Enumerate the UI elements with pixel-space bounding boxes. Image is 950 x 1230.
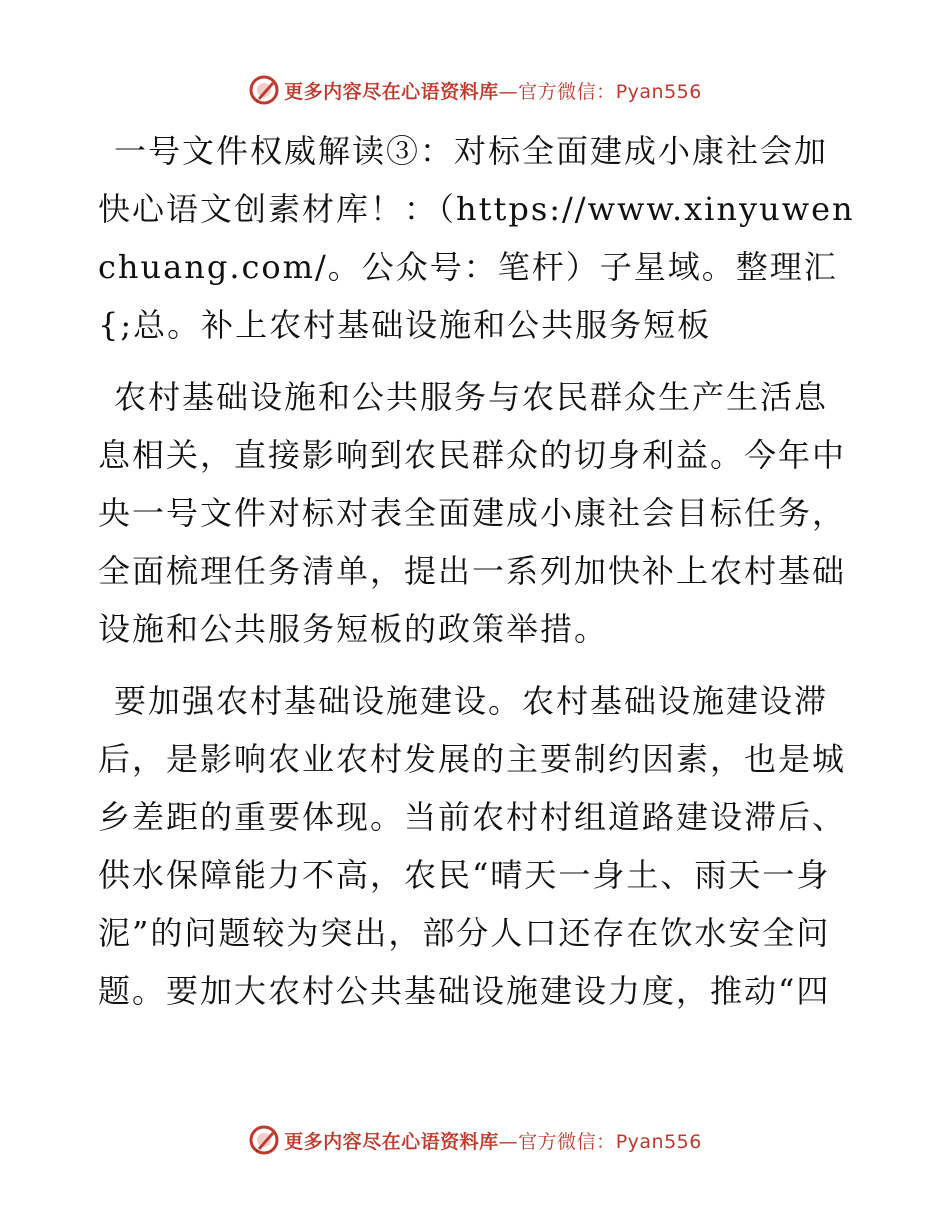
watermark-wechat-id: Pyan556 [615,80,702,103]
watermark-wechat-id: Pyan556 [615,1130,702,1153]
paragraph [98,672,858,1020]
paragraph-title [98,122,858,354]
paragraph [98,368,858,658]
quill-seal-icon [248,1124,280,1156]
watermark-brand: 更多内容尽在心语资料库 [284,1130,499,1153]
watermark-brand: 更多内容尽在心语资料库 [284,80,499,103]
watermark-separator: — [498,80,519,103]
watermark-official-label: 官方微信： [518,80,616,103]
watermark-official-label: 官方微信： [518,1130,616,1153]
paragraph-text: 农村基础设施和公共服务与农民群众生产生活息息相关，直接影响到农民群众的切身利益。今年中央一号文件对标对表全面建成小康社会目标任务，全面梳理任务清单，提出一系列加快补上农村基础设施和公共服务短板的政策举措。 [98,378,847,648]
watermark-text [284,1127,702,1154]
document-body [98,122,858,1034]
paragraph-text: 要加强农村基础设施建设。农村基础设施建设滞后，是影响农业农村发展的主要制约因素，也是城乡差距的重要体现。当前农村村组道路建设滞后、供水保障能力不高，农民“晴天一身土、雨天一身泥”的问题较为突出，部分人口还存在饮水安全问题。要加大农村公共基础设施建设力度，推动“四 [98,682,847,1010]
quill-seal-icon [248,74,280,106]
footer-watermark [0,1120,950,1160]
watermark-separator: — [498,1130,519,1153]
watermark-text [284,77,702,104]
paragraph-text: 一号文件权威解读③：对标全面建成小康社会加快心语文创素材库！：（https://www.xinyuwenchuang.com/。公众号：笔杆）子星域。整理汇{;总。补上农村基础设施和公共服务短板 [98,132,855,344]
header-watermark [0,70,950,110]
